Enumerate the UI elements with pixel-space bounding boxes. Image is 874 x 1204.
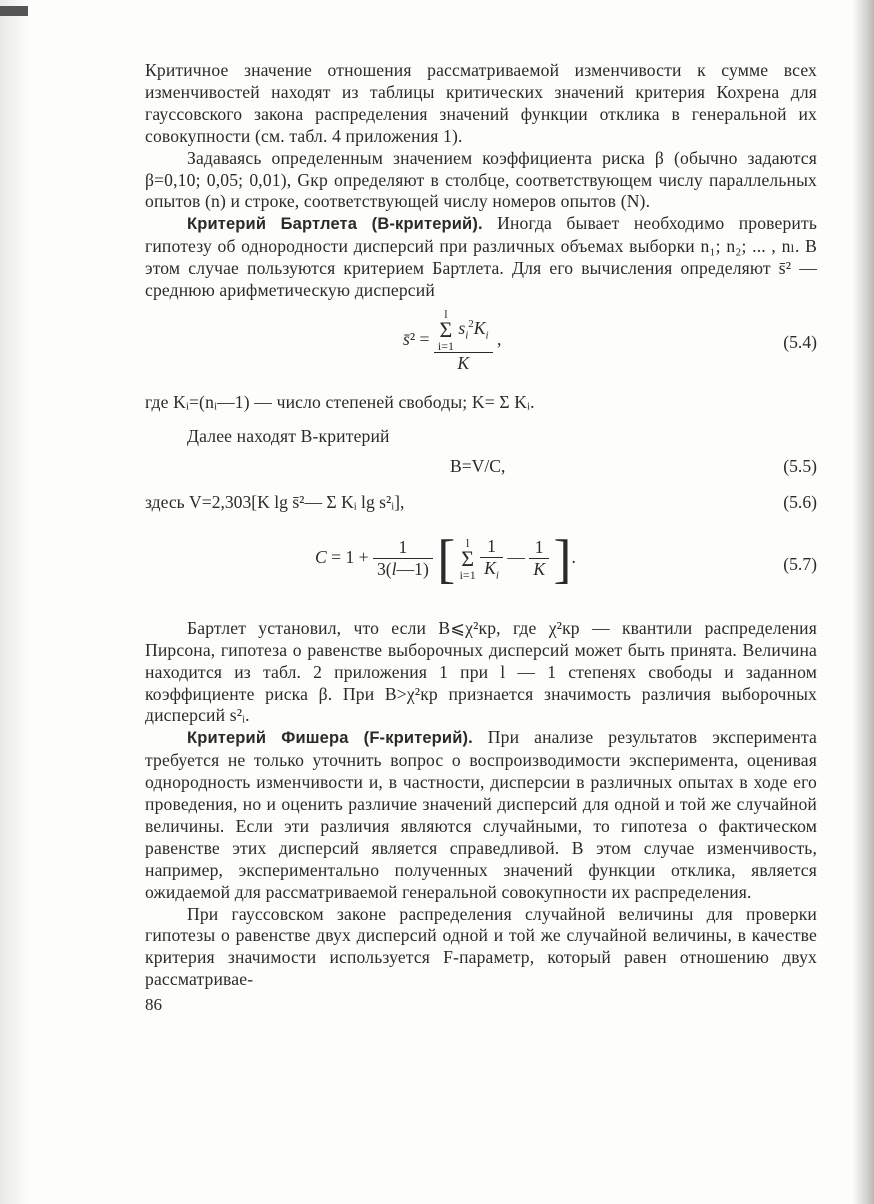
paragraph-bartlett-result: Бартлет установил, что если B⩽χ²кр, где χ²кр — квантили распределения Пирсона, гипотеза о равенстве выборочных дисперсий может быть принята. Величина находится из табл. 2 приложения 1 при l — 1 степенях свободы и заданном коэффициенте риска β. При B>χ²кр признается значимость различия выборочных дисперсий s²ᵢ. bbox=[145, 617, 817, 726]
equation-5-5 bbox=[145, 456, 817, 478]
eq54-formula: s̄² = l Σ i=1 $s_i^2K_i$ K , bbox=[403, 306, 502, 373]
page-number: 86 bbox=[145, 995, 162, 1015]
paragraph-bartlett bbox=[145, 213, 817, 302]
equation-5-4 bbox=[145, 302, 817, 384]
paragraph-cochran: Критичное значение отношения рассматриваемой изменчивости к сумме всех изменчивостей находят из таблицы критических значений критерия Кохрена для гауссовского закона распределения значений функции отклика в генеральной их совокупности (см. табл. 4 приложения 1). bbox=[145, 60, 817, 146]
paragraph-fisher bbox=[145, 727, 817, 903]
eq55-formula: B=V/C, bbox=[450, 455, 506, 476]
paragraph-b-criterion: Далее находят B-критерий bbox=[187, 425, 390, 446]
scan-corner-mark bbox=[0, 6, 28, 16]
heading-bartlett: Критерий Бартлета (B-критерий). bbox=[187, 215, 483, 234]
equation-5-6 bbox=[145, 492, 817, 514]
eq54-number: (5.4) bbox=[783, 331, 817, 352]
eq57-number: (5.7) bbox=[783, 553, 817, 574]
heading-fisher: Критерий Фишера (F-критерий). bbox=[187, 729, 473, 748]
scan-shadow-left bbox=[0, 0, 30, 1204]
paragraph-gauss: При гауссовском законе распределения случайной величины для проверки гипотезы о равенстве двух дисперсий одной и той же случайной величины, в качестве критерия значимости используется F-параметр, который равен отношению двух рассматривае- bbox=[145, 903, 817, 990]
paragraph-risk-coefficient: Задаваясь определенным значением коэффициента риска β (обычно задаются β=0,10; 0,05; 0,01), Gкр определяют в столбце, соответствующем числу параллельных опытов (n) и строке, соответствующей числу номеров опытов (N). bbox=[145, 147, 817, 212]
eq56-formula: здесь V=2,303[K lg s̄²— Σ Kᵢ lg s²ᵢ], bbox=[145, 491, 405, 512]
eq54-fraction: l Σ i=1 $s_i^2K_i$ K bbox=[434, 308, 493, 374]
bartlett-text: Иногда бывает необходимо проверить гипотезу об однородности дисперсий при различных объемах выборки n₁; n₂; ... , nₗ. В этом случае пользуются критерием Бартлета. Для его вычисления определяют s̄² — среднюю арифметическую дисперсий bbox=[145, 213, 817, 301]
eq57-formula: C = 1 + $\frac{1}{3(l—1)}$ [ l Σ i=1 $\frac{1}{K_i}$ — $\frac{1}{K}$ ]. bbox=[315, 528, 576, 589]
eq55-number: (5.5) bbox=[783, 455, 817, 476]
page-body bbox=[145, 60, 817, 1015]
where-clause: где Kᵢ=(nᵢ—1) — число степеней свободы; K= Σ Kᵢ. bbox=[145, 391, 535, 412]
scan-shadow-right bbox=[852, 0, 874, 1204]
eq56-number: (5.6) bbox=[783, 491, 817, 512]
equation-5-7 bbox=[145, 528, 817, 608]
fisher-text: При анализе результатов эксперимента требуется не только уточнить вопрос о воспроизводимости эксперимента, оценивая однородность изменчивости и, в частности, дисперсии в различных опытах в ходе его проведения, но и оценить различие значений дисперсий для одной и той же случайной величины. Если эти различия являются случайными, то гипотеза о фактическом равенстве этих дисперсий является справедливой. В этом случае изменчивость, например, экспериментально полученных значений функции отклика, является ожидаемой для рассматриваемой генеральной совокупности их распределения. bbox=[145, 727, 817, 902]
